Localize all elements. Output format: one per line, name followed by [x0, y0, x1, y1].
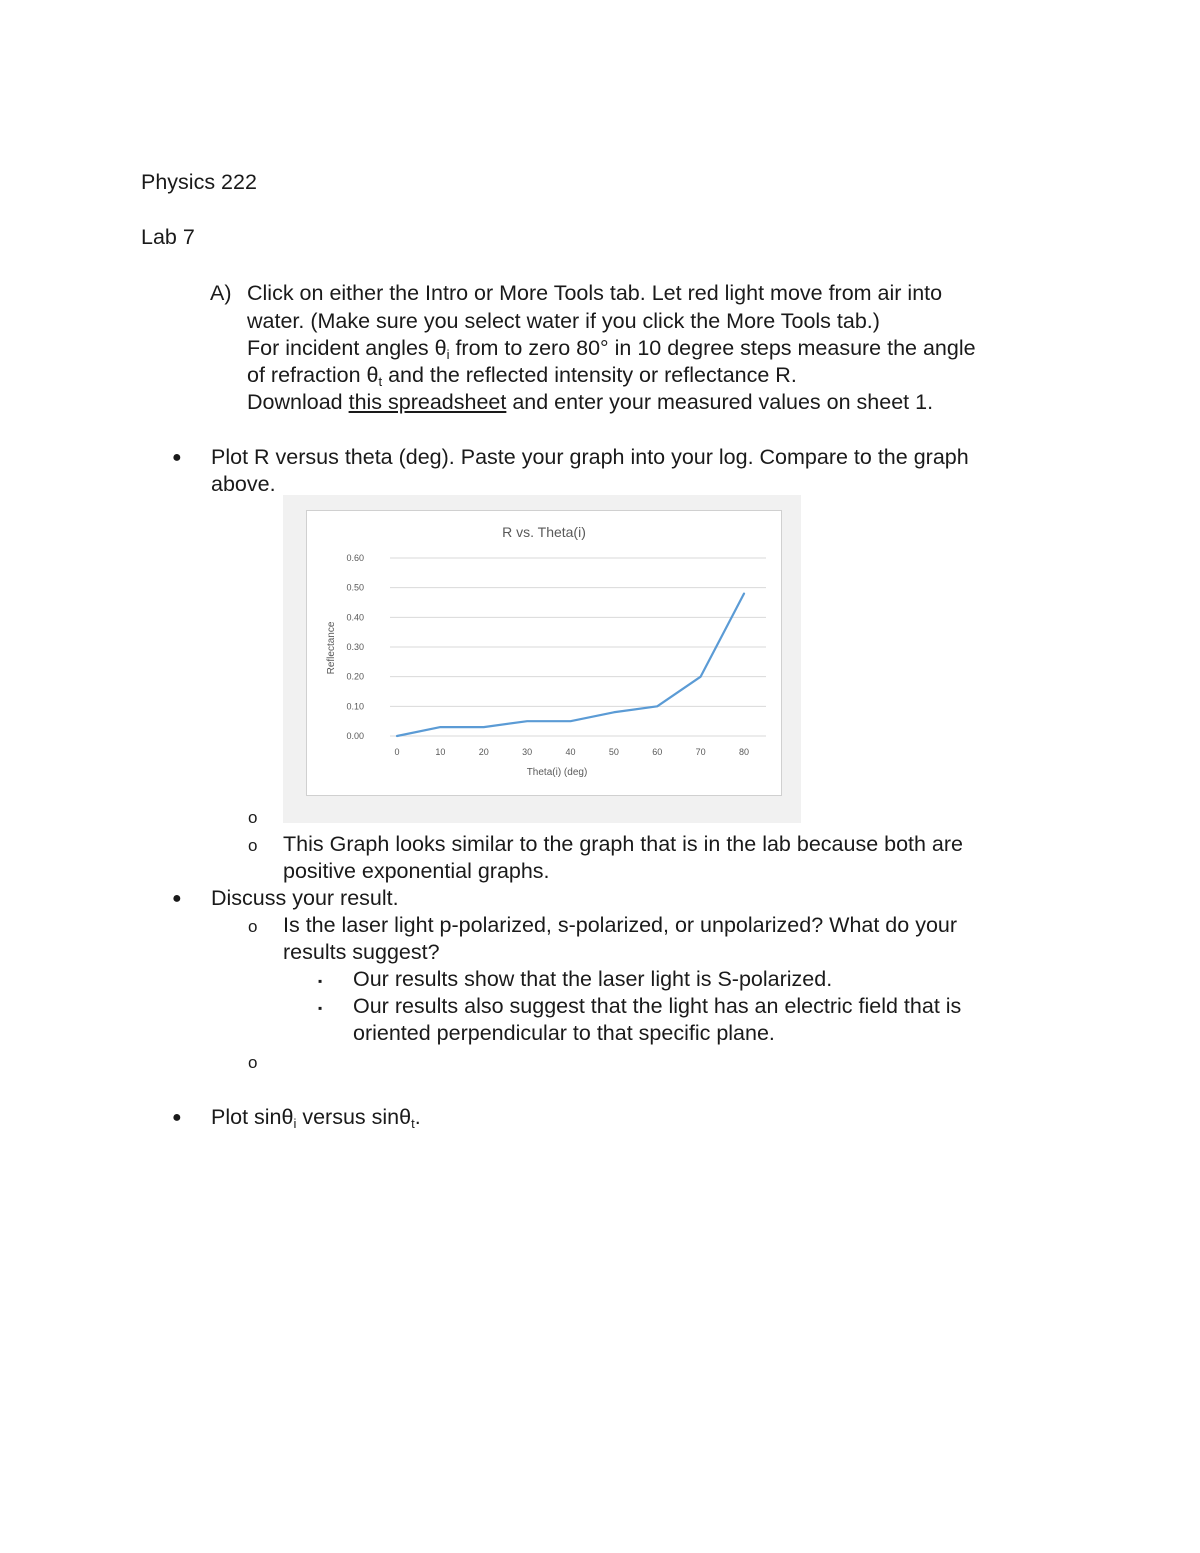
x-tick-label: 80	[738, 747, 750, 757]
x-tick-label: 50	[608, 747, 619, 757]
chart-title: R vs. Theta(i)	[502, 524, 586, 540]
section-a-line3: For incident angles $\theta_i$ from to zero 80° in 10 degree steps measure the angle	[247, 336, 976, 362]
x-tick-label: 40	[565, 747, 576, 757]
bullet2-label: Discuss your result.	[211, 886, 399, 910]
bullet-marker: ●	[172, 449, 182, 466]
y-tick-label: 0.50	[346, 582, 364, 593]
bullet-marker: ●	[172, 1109, 182, 1126]
square-marker: ▪	[318, 1001, 323, 1015]
bullet2-question-line2: results suggest?	[283, 940, 440, 964]
x-axis-label: Theta(i) (deg)	[526, 767, 588, 778]
y-tick-label: 0.00	[346, 731, 364, 741]
chart-area	[307, 511, 782, 796]
x-tick-label: 10	[435, 747, 446, 757]
y-tick-label: 0.60	[346, 553, 364, 563]
x-tick-label: 60	[652, 747, 663, 757]
section-a-line1: Click on either the Intro or More Tools tab. Let red light move from air into	[247, 281, 943, 305]
circle-marker: o	[248, 917, 258, 936]
square-marker: ▪	[318, 974, 323, 988]
section-a-line2: water. (Make sure you select water if you click the More Tools tab.)	[247, 309, 880, 333]
section-a-marker: A)	[210, 281, 232, 305]
y-tick-label: 0.10	[346, 701, 364, 712]
bullet2-answer2-line2: oriented perpendicular to that specific plane.	[353, 1021, 775, 1045]
lab-title: Lab 7	[141, 225, 195, 249]
circle-marker: o	[248, 1053, 258, 1072]
x-tick-label: 0	[394, 747, 400, 757]
x-tick-label: 70	[695, 747, 706, 757]
section-a-line5: Download this spreadsheet and enter your measured values on sheet 1.	[247, 390, 934, 414]
bullet2-answer2-line1: Our results also suggest that the light has an electric field that is	[353, 994, 962, 1018]
y-axis-label: Reflectance	[326, 621, 337, 675]
section-a-line4: of refraction $\theta_t$ and the reflected intensity or reflectance R.	[247, 363, 797, 389]
y-tick-label: 0.40	[346, 612, 364, 623]
spreadsheet-link[interactable]: this spreadsheet	[348, 390, 507, 414]
reflectance-chart	[306, 510, 782, 796]
x-tick-label: 30	[522, 747, 533, 757]
bullet2-answer1: Our results show that the laser light is S-polarized.	[353, 967, 833, 991]
x-tick-label: 20	[478, 747, 489, 757]
bullet-marker: ●	[172, 890, 182, 907]
bullet2-question-line1: Is the laser light p-polarized, s-polarized, or unpolarized? What do your	[283, 913, 958, 937]
circle-marker: o	[248, 836, 258, 855]
bullet1-line2: above.	[211, 472, 276, 496]
course-title: Physics 222	[141, 170, 257, 194]
bullet1-answer-line2: positive exponential graphs.	[283, 859, 550, 883]
bullet1-answer-line1: This Graph looks similar to the graph that is in the lab because both are	[283, 832, 964, 856]
circle-marker: o	[248, 808, 258, 827]
y-tick-label: 0.20	[346, 671, 364, 682]
bullet3-text: Plot sinθ$_i$ versus sinθ$_t$.	[211, 1105, 421, 1131]
y-tick-label: 0.30	[346, 642, 364, 652]
bullet1-line1: Plot R versus theta (deg). Paste your graph into your log. Compare to the graph	[211, 445, 969, 469]
